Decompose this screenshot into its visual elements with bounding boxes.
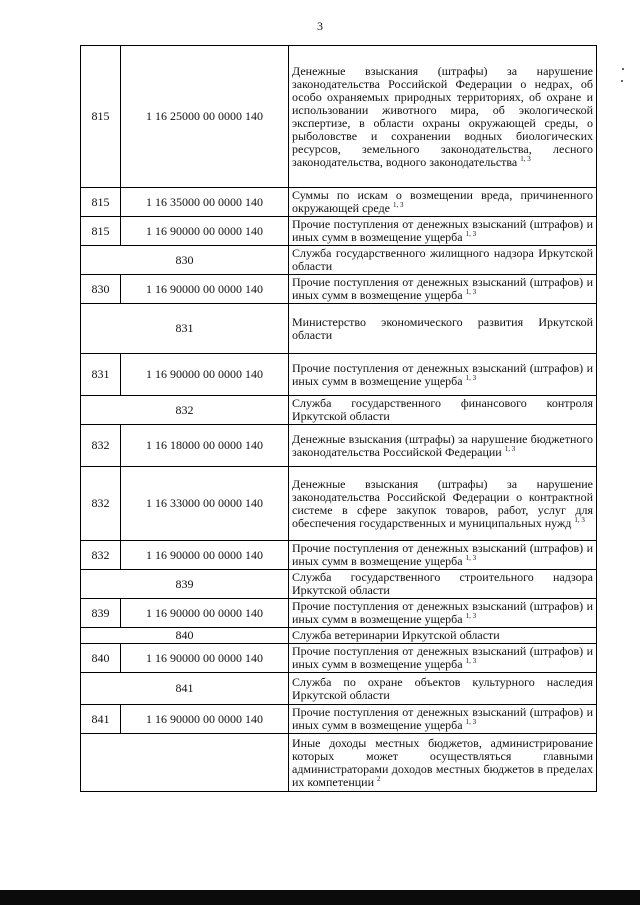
admin-code-cell — [81, 734, 289, 792]
table-row — [81, 570, 597, 599]
footnote-marker: 1, 3 — [465, 288, 477, 296]
revenue-description-cell — [289, 467, 597, 541]
footnote-marker: 1, 3 — [504, 444, 516, 453]
revenue-description-text: Служба по охране объектов культурного наследия Иркутской области — [292, 674, 593, 702]
revenue-description-text: Прочие поступления от денежных взысканий (штрафов) и иных сумм в возмещение ущерба — [292, 275, 593, 302]
revenue-description-cell — [289, 705, 597, 734]
footnote-marker: 1, 3 — [520, 154, 531, 163]
revenue-description-cell — [289, 304, 597, 354]
revenue-description-text: Служба государственного строительного надзора Иркутской области — [292, 570, 593, 597]
table-row — [81, 673, 597, 705]
revenue-description-cell — [289, 425, 597, 467]
admin-code-cell: 832 — [81, 396, 289, 425]
revenue-description-text: Прочие поступления от денежных взысканий (штрафов) и иных сумм в возмещение ущерба — [292, 217, 593, 244]
admin-code-cell: 815 — [81, 46, 121, 188]
revenue-description-text: Прочие поступления от денежных взысканий (штрафов) и иных сумм в возмещение ущерба — [292, 705, 593, 732]
admin-code-cell: 840 — [81, 628, 289, 644]
table-row — [81, 217, 597, 246]
budget-code-cell: 1 16 33000 00 0000 140 — [121, 467, 289, 541]
budget-code-cell: 1 16 25000 00 0000 140 — [121, 46, 289, 188]
table-row — [81, 246, 597, 275]
footnote-marker: 1, 3 — [465, 373, 477, 382]
revenue-codes-table — [80, 45, 597, 792]
budget-code-cell: 1 16 35000 00 0000 140 — [121, 188, 289, 217]
revenue-description-text: Прочие поступления от денежных взысканий (штрафов) и иных сумм в возмещение ущерба — [292, 644, 593, 671]
revenue-description-text: Денежные взыскания (штрафы) за нарушение законодательства Российской Федерации о недрах, об особо охраняемых природных территориях, об охране и использовании животного мира, об экологической экспертизе, в области охраны окружающей среды, о рыболовстве и сохранении водных биологических ресурсов, земельного законодательства, лесного законодательства, водного законодательства — [292, 63, 593, 169]
scan-speck — [621, 80, 623, 82]
footnote-marker: 1, 3 — [465, 554, 477, 562]
admin-code-cell: 830 — [81, 275, 121, 304]
revenue-description-text: Служба государственного финансового контроля Иркутской области — [292, 396, 593, 423]
revenue-description-cell — [289, 599, 597, 628]
table-row — [81, 467, 597, 541]
footnote-marker: 1, 3 — [465, 718, 477, 726]
budget-code-cell: 1 16 90000 00 0000 140 — [121, 275, 289, 304]
admin-code-cell: 839 — [81, 570, 289, 599]
revenue-description-text: Денежные взыскания (штрафы) за нарушение законодательства Российской Федерации о контрактной системе в сфере закупок товаров, работ, услуг для обеспечения государственных и муниципальных нужд — [292, 476, 593, 530]
admin-code-cell: 832 — [81, 541, 121, 570]
revenue-description-cell — [289, 46, 597, 188]
admin-code-cell: 831 — [81, 304, 289, 354]
table-row — [81, 425, 597, 467]
table-row — [81, 275, 597, 304]
admin-code-cell: 840 — [81, 644, 121, 673]
budget-code-cell: 1 16 90000 00 0000 140 — [121, 644, 289, 673]
footnote-marker: 1, 3 — [393, 201, 404, 209]
footnote-marker: 1, 3 — [465, 230, 477, 238]
revenue-description-text: Прочие поступления от денежных взысканий (штрафов) и иных сумм в возмещение ущерба — [292, 599, 593, 626]
budget-code-cell: 1 16 90000 00 0000 140 — [121, 541, 289, 570]
revenue-description-cell — [289, 541, 597, 570]
table-row — [81, 644, 597, 673]
admin-code-cell: 831 — [81, 354, 121, 396]
table-row — [81, 734, 597, 792]
footnote-marker: 1, 3 — [574, 515, 585, 524]
revenue-description-cell — [289, 628, 597, 644]
revenue-description-cell — [289, 644, 597, 673]
revenue-description-cell — [289, 217, 597, 246]
revenue-description-cell — [289, 570, 597, 599]
table-row — [81, 304, 597, 354]
table-row — [81, 628, 597, 644]
revenue-description-text: Суммы по искам о возмещении вреда, причиненного окружающей среде — [292, 188, 593, 215]
revenue-description-text: Служба государственного жилищного надзора Иркутской области — [292, 246, 593, 273]
admin-code-cell: 841 — [81, 673, 289, 705]
admin-code-cell: 815 — [81, 188, 121, 217]
admin-code-cell: 815 — [81, 217, 121, 246]
budget-code-cell: 1 16 90000 00 0000 140 — [121, 599, 289, 628]
table-row — [81, 188, 597, 217]
footnote-marker: 1, 3 — [465, 612, 477, 620]
table-row — [81, 705, 597, 734]
budget-code-cell: 1 16 90000 00 0000 140 — [121, 354, 289, 396]
revenue-description-text: Министерство экономического развития Иркутской области — [292, 314, 593, 342]
footnote-marker: 2 — [377, 774, 381, 783]
footnote-marker: 1, 3 — [465, 657, 477, 665]
table-row — [81, 354, 597, 396]
admin-code-cell: 832 — [81, 425, 121, 467]
admin-code-cell: 830 — [81, 246, 289, 275]
revenue-description-cell — [289, 188, 597, 217]
revenue-description-cell — [289, 734, 597, 792]
admin-code-cell: 841 — [81, 705, 121, 734]
page-number: 3 — [317, 19, 323, 33]
revenue-description-text: Прочие поступления от денежных взысканий (штрафов) и иных сумм в возмещение ущерба — [292, 360, 593, 388]
table-row — [81, 46, 597, 188]
revenue-description-text: Денежные взыскания (штрафы) за нарушение бюджетного законодательства Российской Федерации — [292, 431, 593, 459]
table-row — [81, 599, 597, 628]
revenue-description-cell — [289, 396, 597, 425]
admin-code-cell: 839 — [81, 599, 121, 628]
scan-speck — [622, 68, 624, 70]
budget-code-cell: 1 16 90000 00 0000 140 — [121, 705, 289, 734]
budget-code-cell: 1 16 90000 00 0000 140 — [121, 217, 289, 246]
revenue-description-cell — [289, 275, 597, 304]
admin-code-cell: 832 — [81, 467, 121, 541]
scan-edge-bar — [0, 890, 640, 905]
revenue-description-cell — [289, 673, 597, 705]
budget-code-cell: 1 16 18000 00 0000 140 — [121, 425, 289, 467]
revenue-description-text: Прочие поступления от денежных взысканий (штрафов) и иных сумм в возмещение ущерба — [292, 541, 593, 568]
revenue-description-cell — [289, 354, 597, 396]
table-row — [81, 541, 597, 570]
revenue-description-cell — [289, 246, 597, 275]
revenue-description-text: Иные доходы местных бюджетов, администрирование которых может осуществляться главными администраторами доходов местных бюджетов в пределах их компетенции — [292, 735, 593, 789]
table-row — [81, 396, 597, 425]
revenue-description-text: Служба ветеринарии Иркутской области — [292, 628, 500, 642]
